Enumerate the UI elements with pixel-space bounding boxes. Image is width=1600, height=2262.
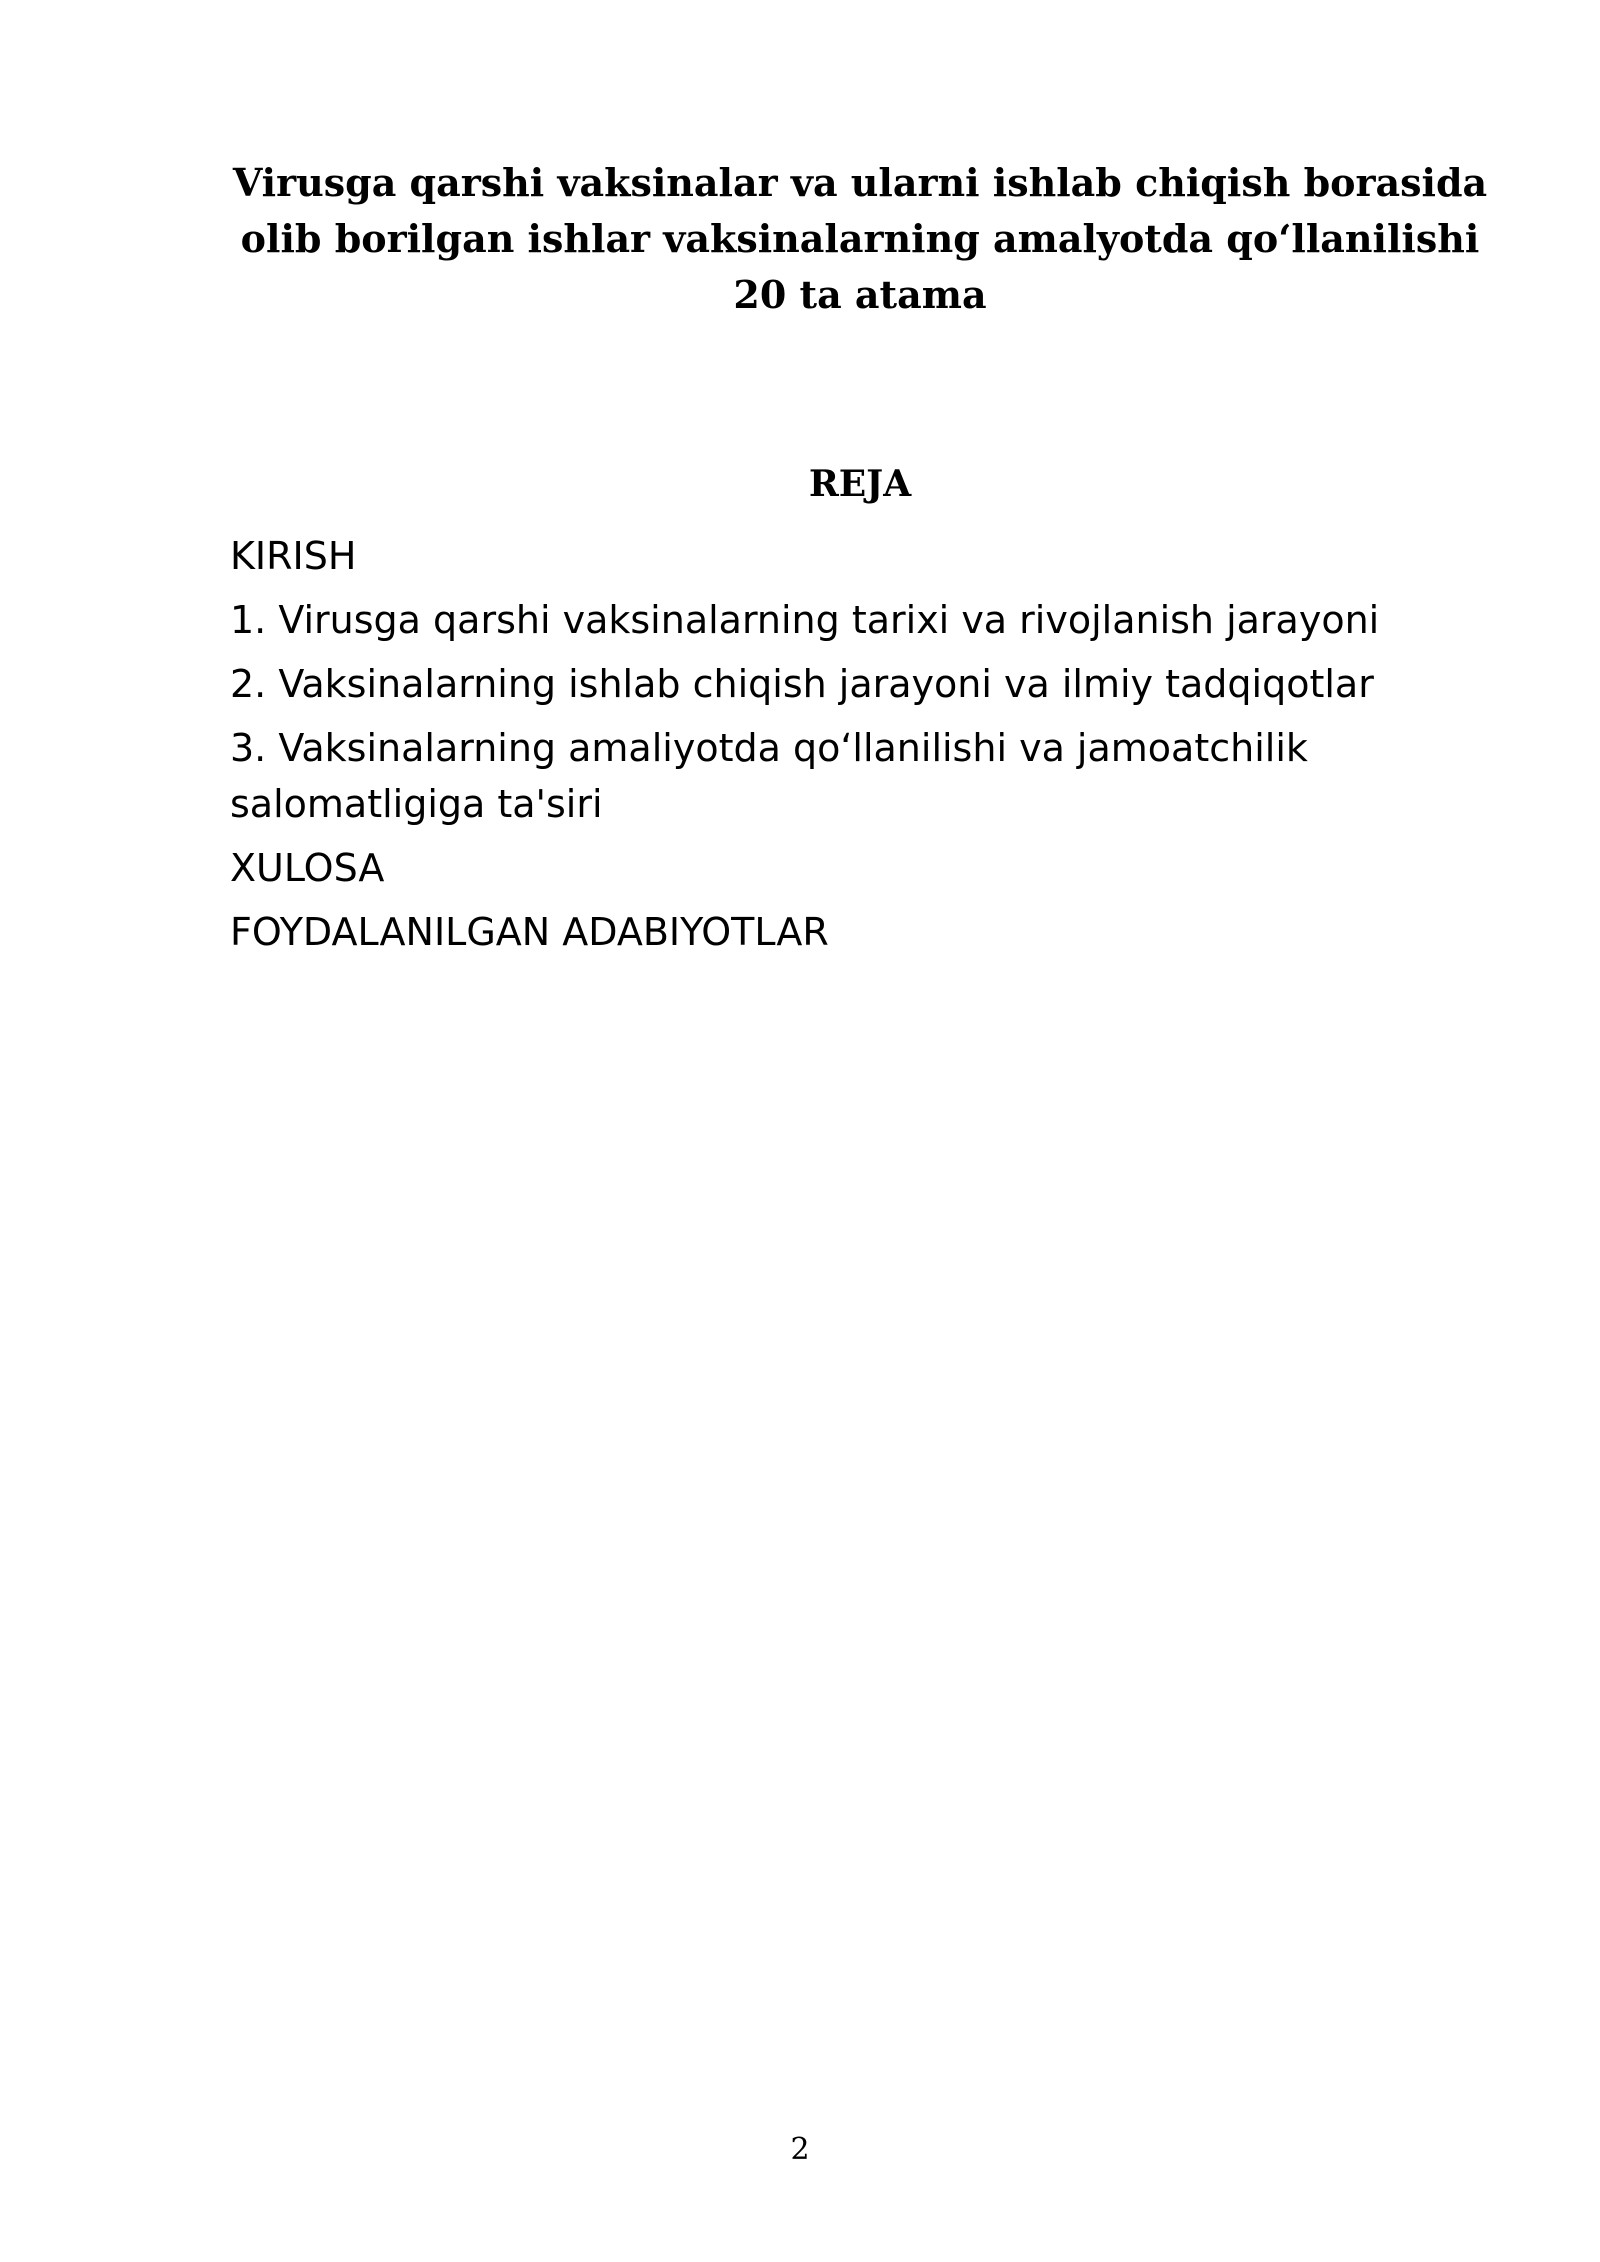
plan-heading: REJA <box>808 463 912 505</box>
plan-item-text: FOYDALANILGAN ADABIYOTLAR <box>230 910 829 954</box>
plan-item-references <box>230 904 1490 960</box>
plan-item-text: 1. Virusga qarshi vaksinalarning tarixi va rivojlanish jarayoni <box>230 598 1380 642</box>
plan-item-text: XULOSA <box>230 846 385 890</box>
plan-list <box>230 528 1490 968</box>
plan-item-text: 2. Vaksinalarning ishlab chiqish jarayoni va ilmiy tadqiqotlar <box>230 662 1374 706</box>
plan-item-introduction <box>230 528 1490 584</box>
plan-item-section-1 <box>230 592 1490 648</box>
plan-item-text: KIRISH <box>230 534 357 578</box>
plan-item-text: 3. Vaksinalarning amaliyotda qo‘llanilishi va jamoatchilik <box>230 726 1308 770</box>
plan-item-text: salomatligiga ta'siri <box>230 782 603 826</box>
title-line: olib borilgan ishlar vaksinalarning amalyotda qo‘llanilishi <box>240 216 1480 261</box>
plan-item-conclusion <box>230 840 1490 896</box>
document-title <box>230 155 1490 323</box>
page-number: 2 <box>790 2132 810 2167</box>
plan-item-section-3 <box>230 720 1490 832</box>
title-line: Virusga qarshi vaksinalar va ularni ishlab chiqish borasida <box>232 160 1488 205</box>
plan-item-section-2 <box>230 656 1490 712</box>
title-line: 20 ta atama <box>733 272 987 317</box>
